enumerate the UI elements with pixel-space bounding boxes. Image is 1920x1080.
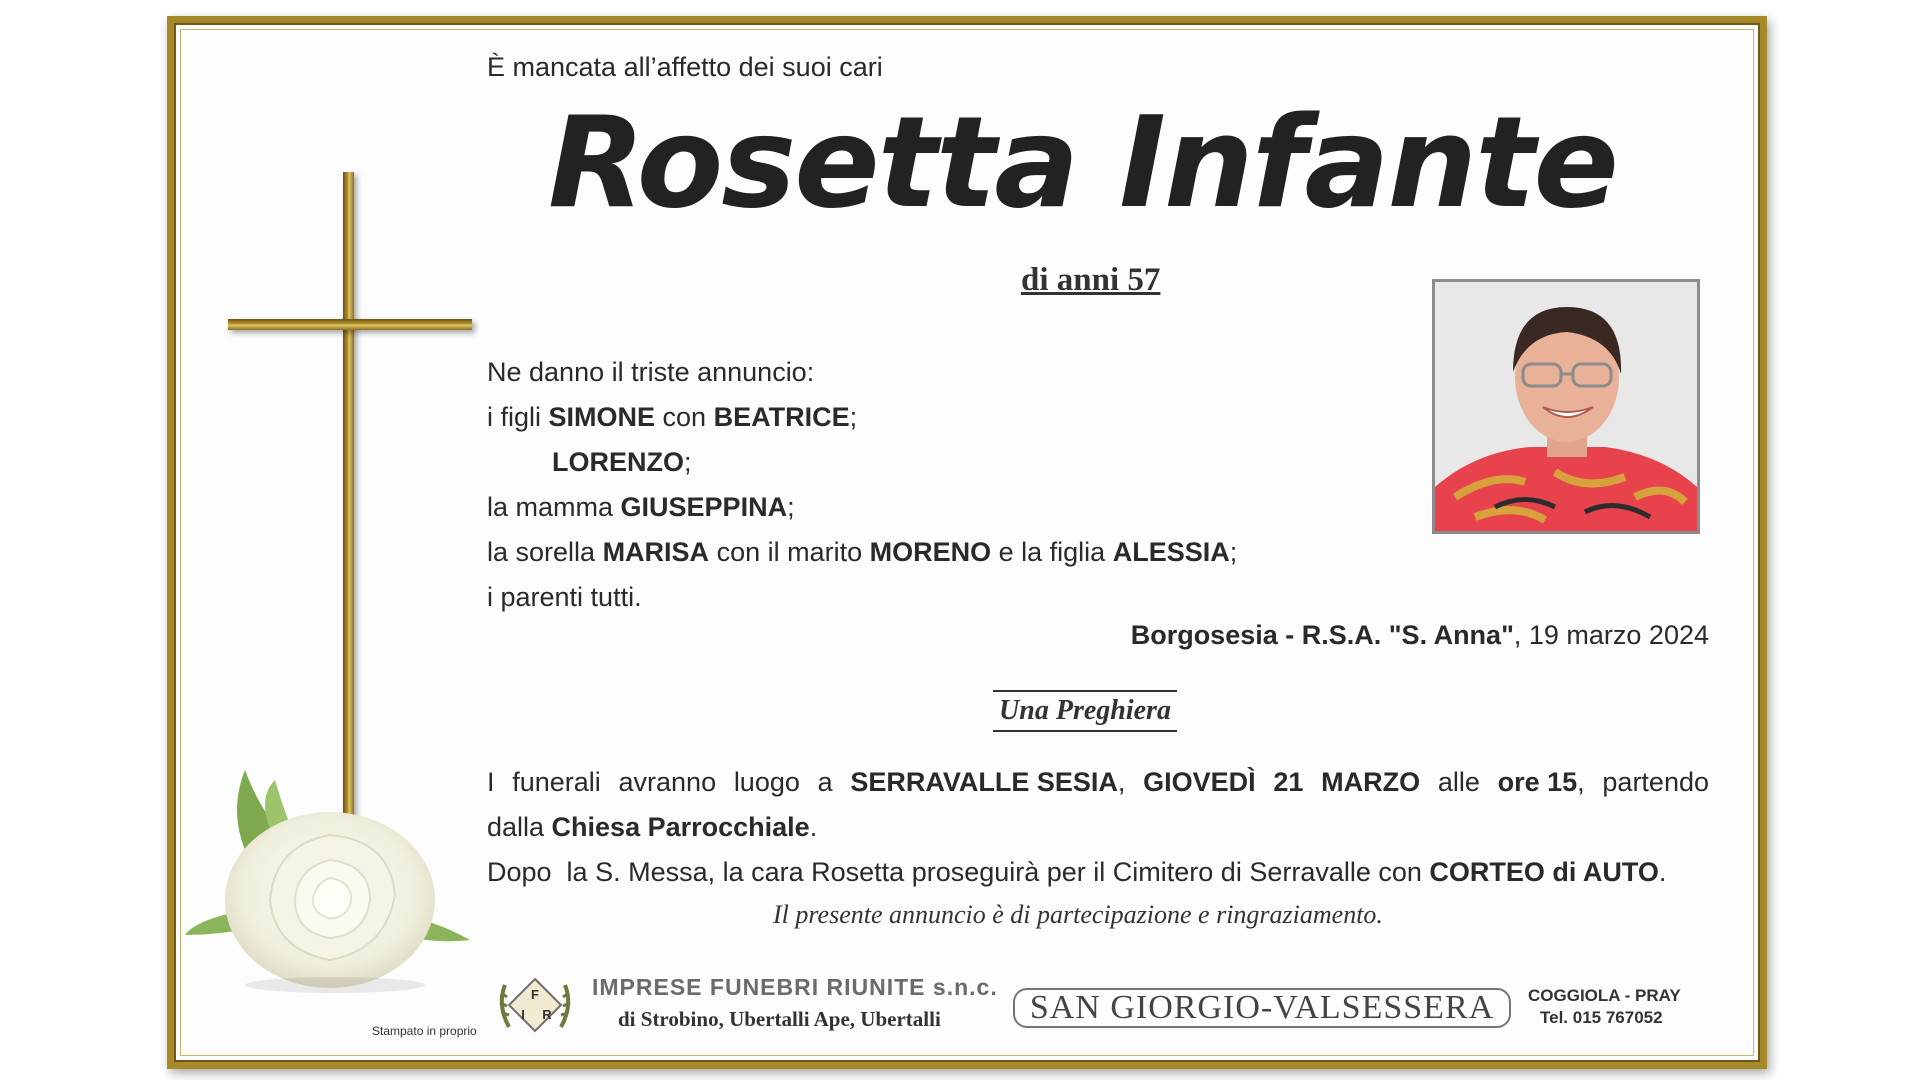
company-suffix: s.n.c. bbox=[932, 974, 998, 1000]
text: con il marito bbox=[709, 537, 870, 567]
branch-badge: SAN GIORGIO-VALSESSERA bbox=[1013, 988, 1511, 1028]
funeral-line-1 bbox=[487, 760, 1709, 805]
cortege: CORTEO di AUTO bbox=[1429, 857, 1659, 887]
text: Dopo la S. Messa, la cara Rosetta proseguirà per il Cimitero di Serravalle con bbox=[487, 857, 1430, 887]
punct: , bbox=[1577, 767, 1585, 797]
word: funerali bbox=[512, 767, 601, 797]
ifr-laurel-logo-icon bbox=[497, 975, 573, 1035]
mother-name: GIUSEPPINA bbox=[620, 492, 788, 522]
text: la sorella bbox=[487, 537, 603, 567]
weekday: GIOVEDÌ bbox=[1143, 767, 1256, 797]
text: dalla bbox=[487, 812, 552, 842]
time-group bbox=[1498, 760, 1585, 805]
text: e la figlia bbox=[991, 537, 1113, 567]
company-subtitle: di Strobino, Ubertalli Ape, Ubertalli bbox=[618, 1007, 941, 1031]
company-title: IMPRESE FUNEBRI RIUNITE bbox=[592, 974, 926, 1000]
logo-letter-i: I bbox=[521, 1007, 525, 1022]
child-line bbox=[487, 440, 1237, 485]
text: . bbox=[1658, 857, 1667, 887]
punct: , bbox=[1117, 767, 1126, 797]
deceased-photo bbox=[1432, 279, 1700, 534]
husband-name: MORENO bbox=[869, 537, 992, 567]
month: MARZO bbox=[1321, 767, 1421, 797]
text: i figli bbox=[487, 402, 549, 432]
place: Borgosesia - R.S.A. "S. Anna" bbox=[1130, 620, 1514, 650]
mother-line bbox=[487, 485, 1237, 530]
spouse-name: BEATRICE bbox=[713, 402, 850, 432]
day: 21 bbox=[1273, 767, 1304, 797]
announcement-line: Ne danno il triste annuncio: bbox=[487, 357, 815, 387]
printed-note: Stampato in proprio bbox=[372, 1024, 477, 1038]
date: , 19 marzo 2024 bbox=[1513, 620, 1709, 650]
logo-letter-f: F bbox=[531, 987, 539, 1002]
child-name: LORENZO bbox=[552, 447, 684, 477]
deceased-name: Rosetta Infante bbox=[548, 89, 1617, 236]
text: ; bbox=[787, 492, 795, 522]
intro-line: È mancata all’affetto dei suoi cari bbox=[487, 52, 883, 82]
daughter-name: ALESSIA bbox=[1112, 537, 1230, 567]
relatives-line: i parenti tutti. bbox=[487, 582, 642, 612]
text: ; bbox=[1229, 537, 1238, 567]
text: . bbox=[809, 812, 818, 842]
logo-letter-r: R bbox=[542, 1007, 552, 1022]
word: avranno bbox=[618, 767, 717, 797]
town-group bbox=[850, 760, 1125, 805]
place-date bbox=[1131, 620, 1709, 651]
funeral-line-2 bbox=[487, 805, 1709, 850]
sister-line bbox=[487, 530, 1237, 575]
text: ; bbox=[849, 402, 858, 432]
text: ; bbox=[684, 447, 692, 477]
cross-horizontal-beam bbox=[228, 319, 472, 330]
announcement-block bbox=[487, 350, 1237, 620]
text: la mamma bbox=[487, 492, 621, 522]
town: SERRAVALLE SESIA bbox=[850, 767, 1118, 797]
funeral-line-3 bbox=[487, 850, 1709, 895]
funeral-block bbox=[487, 760, 1709, 895]
thanks-line: Il presente annuncio è di partecipazione e ringraziamento. bbox=[773, 900, 1383, 929]
church: Chiesa Parrocchiale bbox=[551, 812, 810, 842]
time: ore 15 bbox=[1497, 767, 1578, 797]
white-rose-icon bbox=[185, 760, 475, 1000]
portrait-image-icon bbox=[1435, 282, 1697, 531]
word: luogo bbox=[733, 767, 800, 797]
company-name bbox=[592, 974, 998, 1001]
branch-locations: COGGIOLA - PRAY bbox=[1528, 986, 1681, 1005]
phone-number: Tel. 015 767052 bbox=[1540, 1008, 1663, 1027]
word: I bbox=[487, 767, 495, 797]
word: alle bbox=[1437, 767, 1480, 797]
child-name: SIMONE bbox=[548, 402, 656, 432]
text: con bbox=[655, 402, 714, 432]
sister-name: MARISA bbox=[602, 537, 710, 567]
age-line: di anni 57 bbox=[1021, 262, 1161, 298]
children-line bbox=[487, 395, 1237, 440]
prayer-heading: Una Preghiera bbox=[993, 690, 1177, 732]
word: partendo bbox=[1602, 767, 1709, 797]
word: a bbox=[817, 767, 833, 797]
cross-vertical-beam bbox=[343, 172, 354, 834]
